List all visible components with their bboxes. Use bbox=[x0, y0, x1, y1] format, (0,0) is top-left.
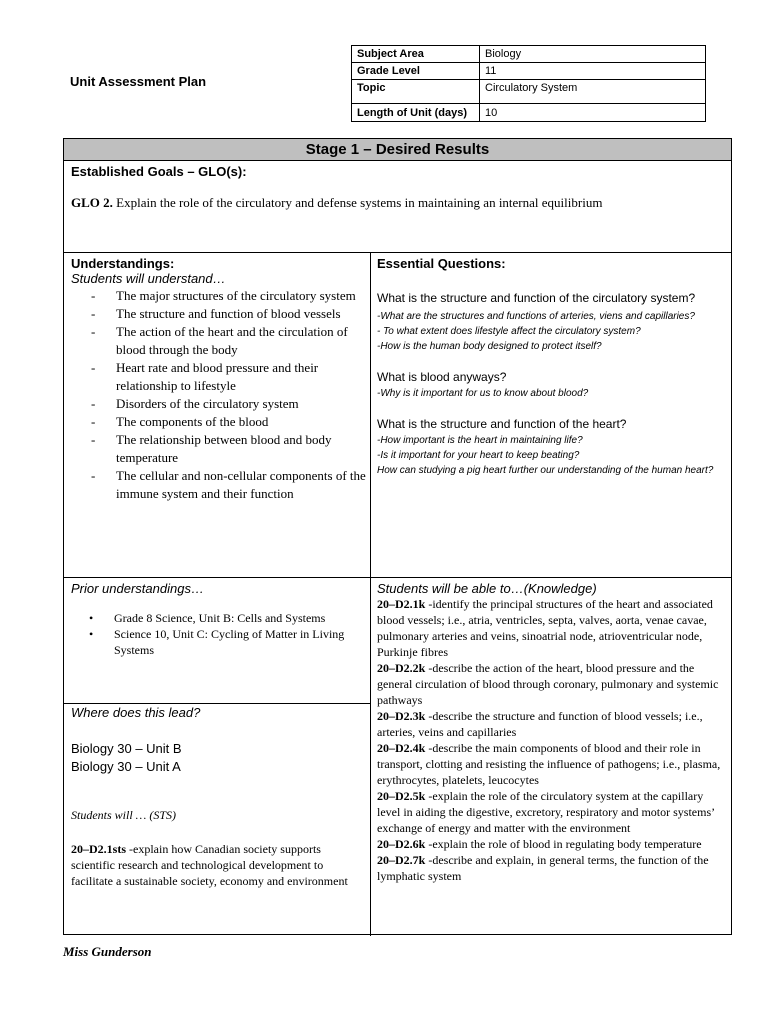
info-key: Grade Level bbox=[352, 63, 480, 80]
sts-outcome bbox=[71, 841, 367, 889]
understandings-subheading: Students will understand… bbox=[71, 271, 226, 286]
established-goals bbox=[64, 161, 731, 253]
essential-questions-heading: Essential Questions: bbox=[377, 256, 506, 271]
prior-list bbox=[71, 610, 367, 658]
list-item: - Disorders of the circulatory system bbox=[91, 396, 299, 411]
knowledge-outcome bbox=[377, 596, 727, 660]
row-divider bbox=[64, 577, 731, 578]
info-row bbox=[352, 63, 706, 80]
knowledge-outcome bbox=[377, 836, 727, 852]
question: What is the structure and function of the heart? bbox=[377, 417, 627, 431]
sts-heading: Students will … (STS) bbox=[71, 808, 177, 822]
glo-code: GLO 2. bbox=[71, 195, 113, 210]
info-row bbox=[352, 104, 706, 122]
understandings-section bbox=[71, 256, 367, 503]
list-item-text: Heart rate and blood pressure and their relationship to lifestyle bbox=[116, 360, 319, 393]
prior-understandings-section bbox=[71, 581, 367, 658]
unit-info-table bbox=[351, 45, 706, 122]
list-item: • Science 10, Unit C: Cycling of Matter in Living Systems bbox=[89, 627, 345, 657]
outcome-text: -explain how Canadian society supports scientific research and technological development to facilitate a sustainable society, economy and environment bbox=[71, 842, 348, 888]
list-item: - The relationship between blood and body temperature bbox=[91, 432, 332, 465]
knowledge-section bbox=[377, 581, 727, 884]
outcome-code: 20–D2.2k bbox=[377, 661, 426, 675]
outcome-text: -describe the action of the heart, blood pressure and the general circulation of blood through coronary, pulmonary and systemic pathways bbox=[377, 661, 719, 707]
plan-title: Unit Assessment Plan bbox=[70, 74, 207, 89]
list-item-text: The cellular and non-cellular components of the immune system and their function bbox=[116, 468, 366, 501]
understandings-heading: Understandings: bbox=[71, 256, 175, 271]
list-item: - The cellular and non-cellular components of the immune system and their function bbox=[91, 468, 366, 501]
sub-question: -How important is the heart in maintaining life? bbox=[377, 435, 583, 446]
list-item-text: Grade 8 Science, Unit B: Cells and Systems bbox=[114, 611, 326, 625]
knowledge-outcome bbox=[377, 740, 727, 788]
glo-statement bbox=[71, 195, 724, 211]
stage-table bbox=[63, 138, 732, 935]
author-name: Miss Gunderson bbox=[63, 944, 152, 959]
outcome-text: -describe and explain, in general terms, the function of the lymphatic system bbox=[377, 853, 709, 883]
info-key: Subject Area bbox=[352, 46, 480, 63]
info-value: Biology bbox=[480, 46, 706, 63]
list-item-text: The structure and function of blood vessels bbox=[116, 306, 341, 321]
list-item: - The components of the blood bbox=[91, 414, 269, 429]
info-value: Circulatory System bbox=[480, 80, 706, 104]
glo-text: Explain the role of the circulatory and defense systems in maintaining an internal equilibrium bbox=[116, 195, 603, 210]
stage-title: Stage 1 – Desired Results bbox=[64, 139, 731, 161]
where-does-this-lead-section bbox=[71, 705, 367, 889]
outcome-code: 20–D2.3k bbox=[377, 709, 426, 723]
knowledge-outcome bbox=[377, 852, 727, 884]
outcome-code: 20–D2.4k bbox=[377, 741, 426, 755]
list-item-text: The relationship between blood and body temperature bbox=[116, 432, 332, 465]
future-course: Biology 30 – Unit B bbox=[71, 741, 182, 756]
sub-question: How can studying a pig heart further our understanding of the human heart? bbox=[377, 465, 714, 476]
future-course: Biology 30 – Unit A bbox=[71, 759, 181, 774]
row-divider bbox=[64, 703, 370, 704]
sub-question: -Why is it important for us to know about blood? bbox=[377, 388, 589, 399]
question: What is the structure and function of the circulatory system? bbox=[377, 291, 696, 305]
info-key: Length of Unit (days) bbox=[352, 104, 480, 122]
knowledge-outcome bbox=[377, 788, 727, 836]
info-key: Topic bbox=[352, 80, 480, 104]
outcome-code: 20–D2.6k bbox=[377, 837, 426, 851]
outcome-code: 20–D2.1sts bbox=[71, 842, 127, 856]
list-item: - The major structures of the circulatory system bbox=[91, 288, 356, 303]
sub-question: -Is it important for your heart to keep beating? bbox=[377, 450, 580, 461]
outcome-code: 20–D2.7k bbox=[377, 853, 426, 867]
list-item-text: Disorders of the circulatory system bbox=[116, 396, 299, 411]
question: What is blood anyways? bbox=[377, 370, 507, 384]
list-item: - Heart rate and blood pressure and their relationship to lifestyle bbox=[91, 360, 319, 393]
outcome-text: -explain the role of blood in regulating body temperature bbox=[425, 837, 702, 851]
knowledge-outcome bbox=[377, 660, 727, 708]
info-row bbox=[352, 46, 706, 63]
sub-question-text: - To what extent does lifestyle affect the circulatory system? bbox=[377, 326, 641, 337]
outcome-text: -describe the main components of blood and their role in transport, clotting and resisting the influence of pathogens; i.e., plasma, erythrocytes, platelets, leucocytes bbox=[377, 741, 721, 787]
list-item-text: Science 10, Unit C: Cycling of Matter in Living Systems bbox=[114, 627, 345, 657]
understandings-list bbox=[71, 287, 367, 503]
prior-heading: Prior understandings… bbox=[71, 581, 204, 596]
info-row bbox=[352, 80, 706, 104]
outcome-text: -describe the structure and function of blood vessels; i.e., arteries, veins and capillaries bbox=[377, 709, 703, 739]
list-item-text: The components of the blood bbox=[116, 414, 269, 429]
list-item-text: The action of the heart and the circulation of blood through the body bbox=[116, 324, 348, 357]
sub-question: -What are the structures and functions of arteries, viens and capillaries? bbox=[377, 311, 695, 322]
outcome-text: -identify the principal structures of the heart and associated blood vessels; i.e., atria, ventricles, septa, valves, aorta, venae cavae, pulmonary arteries and veins, sinoatrial node, atrioventricular node, Purkinje fibres bbox=[377, 597, 713, 659]
lead-heading: Where does this lead? bbox=[71, 705, 201, 720]
list-item: - The action of the heart and the circulation of blood through the body bbox=[91, 324, 348, 357]
outcome-code: 20–D2.5k bbox=[377, 789, 426, 803]
outcome-code: 20–D2.1k bbox=[377, 597, 426, 611]
outcome-text: -explain the role of the circulatory system at the capillary level in aiding the digestive, excretory, respiratory and motor systems’ exchange of energy and matter with the environment bbox=[377, 789, 715, 835]
info-value: 10 bbox=[480, 104, 706, 122]
goals-heading: Established Goals – GLO(s): bbox=[71, 164, 247, 179]
list-item: - The structure and function of blood vessels bbox=[91, 306, 341, 321]
list-item-text: The major structures of the circulatory system bbox=[116, 288, 356, 303]
sub-question bbox=[377, 324, 727, 339]
info-value: 11 bbox=[480, 63, 706, 80]
list-item: • Grade 8 Science, Unit B: Cells and Systems bbox=[89, 611, 326, 625]
column-divider bbox=[370, 253, 371, 936]
sub-question: -How is the human body designed to protect itself? bbox=[377, 341, 602, 352]
knowledge-heading: Students will be able to…(Knowledge) bbox=[377, 581, 597, 596]
essential-questions-section bbox=[377, 256, 727, 478]
knowledge-outcome bbox=[377, 708, 727, 740]
